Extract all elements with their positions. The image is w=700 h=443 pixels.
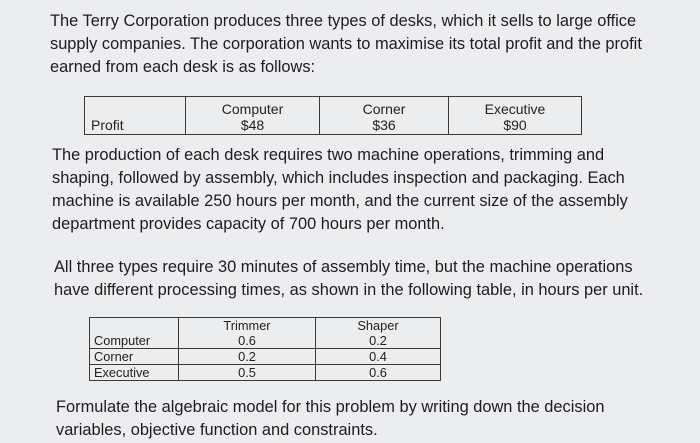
assembly-line: All three types require 30 minutes of assembly time, but the machine operations [54, 258, 633, 276]
trimmer-value: 0.6 [238, 333, 256, 348]
profit-cell-corner [320, 97, 449, 135]
trimmer-column [179, 318, 316, 349]
task-paragraph [56, 396, 696, 442]
column-header-shaper: Shaper [357, 318, 399, 333]
production-line: shaping, followed by assembly, which includes inspection and packaging. Each [52, 169, 625, 187]
shaper-value: 0.2 [369, 333, 387, 348]
intro-line: earned from each desk is as follows: [50, 58, 316, 76]
column-header-trimmer: Trimmer [223, 318, 271, 333]
profit-value: $90 [503, 117, 527, 133]
profit-cell-executive [449, 97, 582, 135]
profit-value: $48 [240, 117, 265, 133]
task-line: variables, objective function and constraints. [56, 421, 378, 439]
corner-blank-cell [90, 318, 179, 349]
profit-row [85, 97, 582, 135]
desk-type-label: Executive [90, 365, 179, 381]
intro-paragraph [50, 10, 690, 79]
production-line: machine is available 250 hours per month, and the current size of the assembly [52, 192, 628, 210]
trimmer-value: 0.5 [179, 365, 316, 381]
assembly-paragraph [54, 256, 694, 302]
profit-cell-computer [186, 97, 320, 135]
desk-type-name: Computer [221, 101, 284, 117]
shaper-column [316, 318, 441, 349]
processing-time-table [89, 317, 441, 381]
shaper-value: 0.4 [316, 349, 441, 365]
profit-table [84, 96, 582, 135]
processing-row [90, 349, 441, 365]
shaper-value: 0.6 [316, 365, 441, 381]
profit-row-label: Profit [85, 97, 186, 135]
processing-header-row [90, 318, 441, 349]
desk-type-name: Executive [484, 101, 546, 117]
assembly-line: have different processing times, as shown in the following table, in hours per unit. [54, 281, 644, 299]
intro-line: The Terry Corporation produces three types of desks, which it sells to large office [50, 12, 637, 30]
profit-value: $36 [372, 117, 396, 133]
desk-type-name: Corner [362, 101, 406, 117]
desk-type-label: Computer [94, 333, 151, 348]
task-line: Formulate the algebraic model for this problem by writing down the decision [56, 398, 605, 416]
production-paragraph [52, 144, 692, 236]
intro-line: supply companies. The corporation wants to maximise its total profit and the profit [50, 35, 642, 53]
production-line: The production of each desk requires two machine operations, trimming and [52, 146, 605, 164]
desk-type-label: Corner [90, 349, 179, 365]
processing-row [90, 365, 441, 381]
production-line: department provides capacity of 700 hours per month. [52, 215, 445, 233]
trimmer-value: 0.2 [179, 349, 316, 365]
